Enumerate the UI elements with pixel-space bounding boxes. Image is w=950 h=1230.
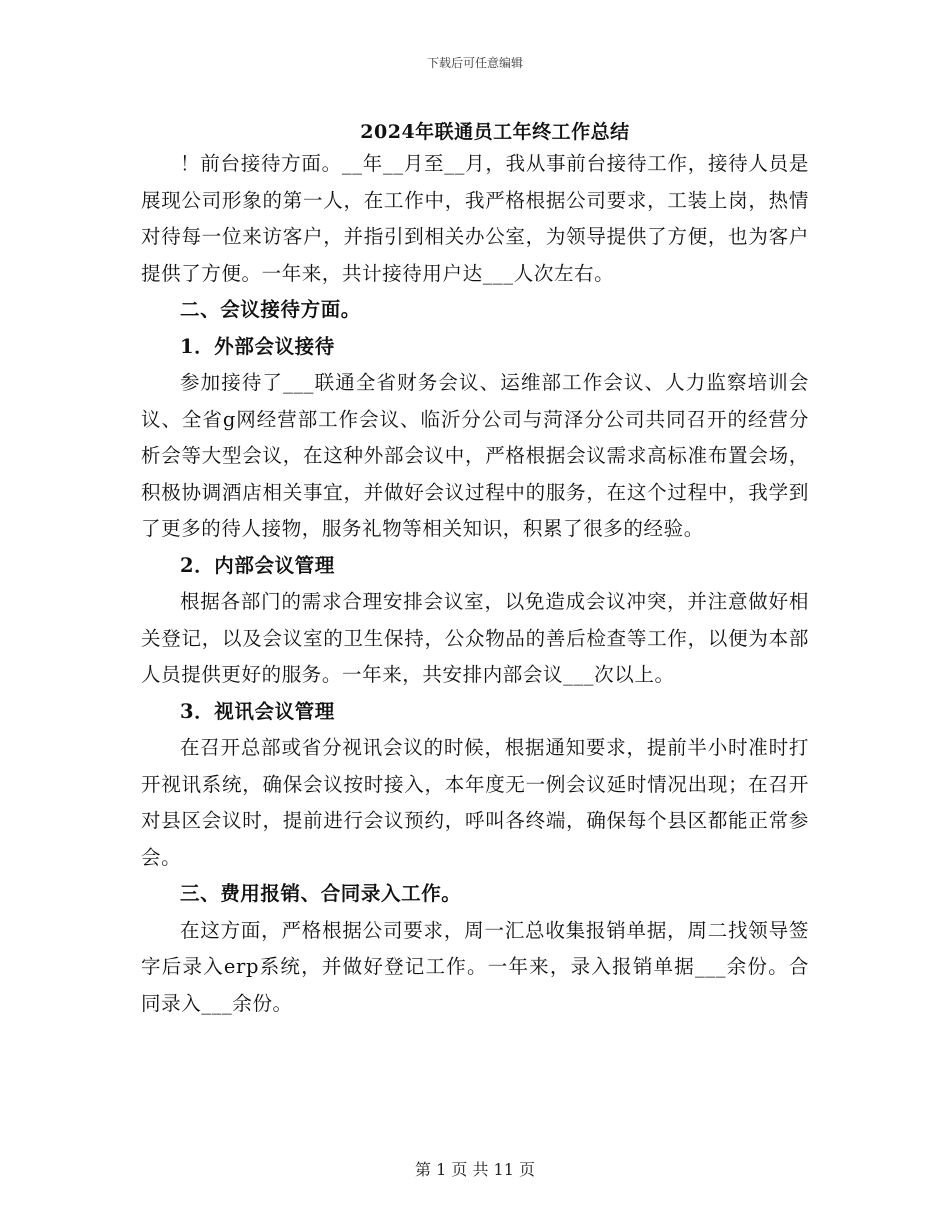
- page-number: 第 1 页 共 11 页: [415, 1160, 535, 1179]
- subheading-external-meetings: 1．外部会议接待: [180, 334, 335, 358]
- paragraph-external-meetings: 参加接待了___联通全省财务会议、运维部工作会议、人力监察培训会议、全省g网经营部工作会议、临沂分公司与菏泽分公司共同召开的经营分析会等大型会议，在这种外部会议中，严格根据会议需求高标准布置会场，积极协调酒店相关事宜，并做好会议过程中的服务，在这个过程中，我学到了更多的待人接物，服务礼物等相关知识，积累了很多的经验。: [141, 371, 809, 540]
- paragraph-video-meetings: 在召开总部或省分视讯会议的时候，根据通知要求，提前半小时准时打开视讯系统，确保会议按时接入，本年度无一例会议延时情况出现；在召开对县区会议时，提前进行会议预约，呼叫各终端，确保每个县区都能正常参会。: [141, 736, 809, 869]
- section-heading-expenses: 三、费用报销、合同录入工作。: [180, 882, 462, 905]
- paragraph-front-desk: ！前台接待方面。__年__月至__月，我从事前台接待工作，接待人员是展现公司形象的第一人，在工作中，我严格根据公司要求，工装上岗，热情对待每一位来访客户，并指引到相关办公室，为领导提供了方便，也为客户提供了方便。一年来，共计接待用户达___人次左右。: [141, 152, 809, 285]
- header-note: 下载后可任意编辑: [426, 56, 523, 70]
- document-title: 2024年联通员工年终工作总结: [360, 121, 630, 143]
- subheading-video-meetings: 3．视讯会议管理: [180, 699, 335, 723]
- paragraph-internal-meetings: 根据各部门的需求合理安排会议室，以免造成会议冲突，并注意做好相关登记，以及会议室的卫生保持，公众物品的善后检查等工作，以便为本部人员提供更好的服务。一年来，共安排内部会议___次以上。: [141, 590, 809, 686]
- paragraph-expenses: 在这方面，严格根据公司要求，周一汇总收集报销单据，周二找领导签字后录入erp系统，并做好登记工作。一年来，录入报销单据___余份。合同录入___余份。: [141, 918, 809, 1015]
- section-heading-meetings: 二、会议接待方面。: [180, 298, 361, 321]
- subheading-internal-meetings: 2．内部会议管理: [180, 553, 335, 577]
- document-body: [141, 146, 809, 1022]
